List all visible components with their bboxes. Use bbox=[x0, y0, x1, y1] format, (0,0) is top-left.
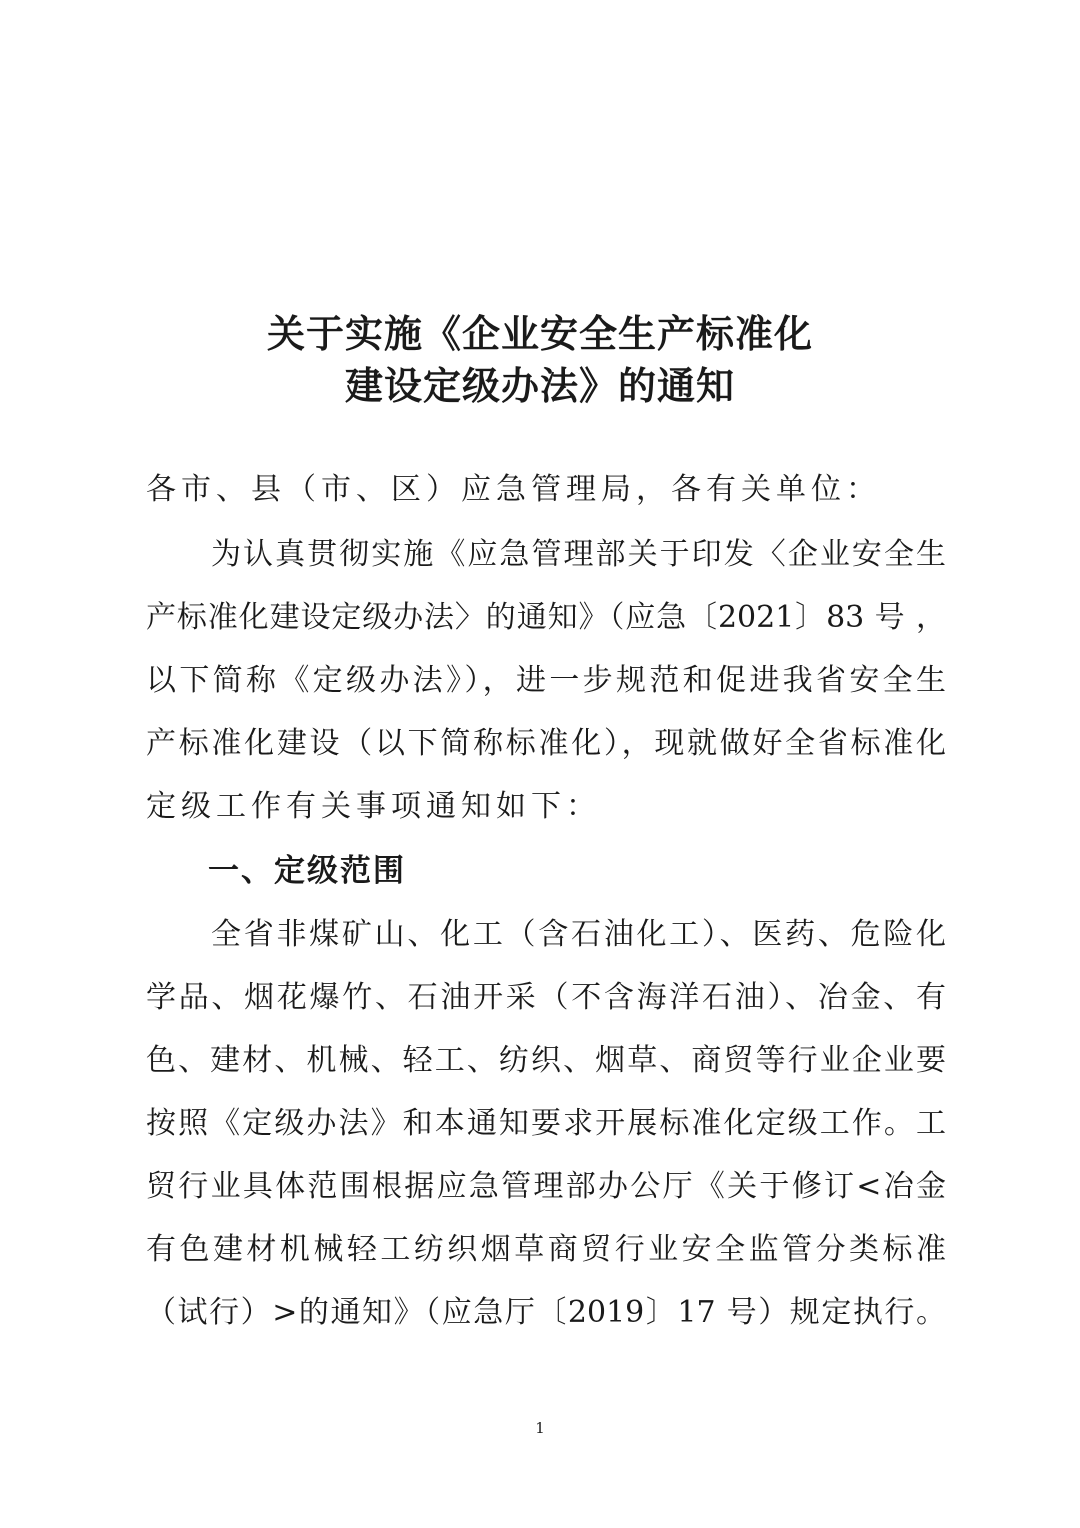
paragraph-1-line-2: 产标准化建设定级办法〉的通知》（应急〔2021〕83 号 ， bbox=[146, 600, 946, 635]
section-1-heading: 一、定级范围 bbox=[208, 853, 406, 889]
paragraph-2-line-2: 学品、烟花爆竹、石油开采（不含海洋石油）、冶金、有 bbox=[146, 980, 946, 1015]
paragraph-2-line-6: 有色建材机械轻工纺织烟草商贸行业安全监管分类标准 bbox=[146, 1232, 946, 1267]
page-number: 1 bbox=[535, 1419, 545, 1437]
paragraph-2-line-5: 贸行业具体范围根据应急管理部办公厅《关于修订<冶金 bbox=[146, 1169, 946, 1204]
paragraph-2-line-1: 全省非煤矿山、化工（含石油化工）、医药、危险化 bbox=[211, 917, 946, 952]
paragraph-1-line-5: 定级工作有关事项通知如下： bbox=[146, 789, 601, 824]
paragraph-2-line-7: （试行）>的通知》（应急厅〔2019〕17 号）规定执行。 bbox=[146, 1295, 946, 1330]
document-title-line-1: 关于实施《企业安全生产标准化 bbox=[266, 312, 813, 356]
paragraph-1-line-1: 为认真贯彻实施《应急管理部关于印发〈企业安全生 bbox=[211, 537, 946, 572]
paragraph-2-line-3: 色、建材、机械、轻工、纺织、烟草、商贸等行业企业要 bbox=[146, 1043, 946, 1078]
salutation: 各市、县（市、区）应急管理局，各有关单位： bbox=[146, 472, 881, 507]
paragraph-1-line-4: 产标准化建设（以下简称标准化），现就做好全省标准化 bbox=[146, 726, 946, 761]
paragraph-1-line-3: 以下简称《定级办法》），进一步规范和促进我省安全生 bbox=[146, 663, 946, 698]
document-title-line-2: 建设定级办法》的通知 bbox=[344, 364, 735, 408]
paragraph-2-line-4: 按照《定级办法》和本通知要求开展标准化定级工作。工 bbox=[146, 1106, 946, 1141]
